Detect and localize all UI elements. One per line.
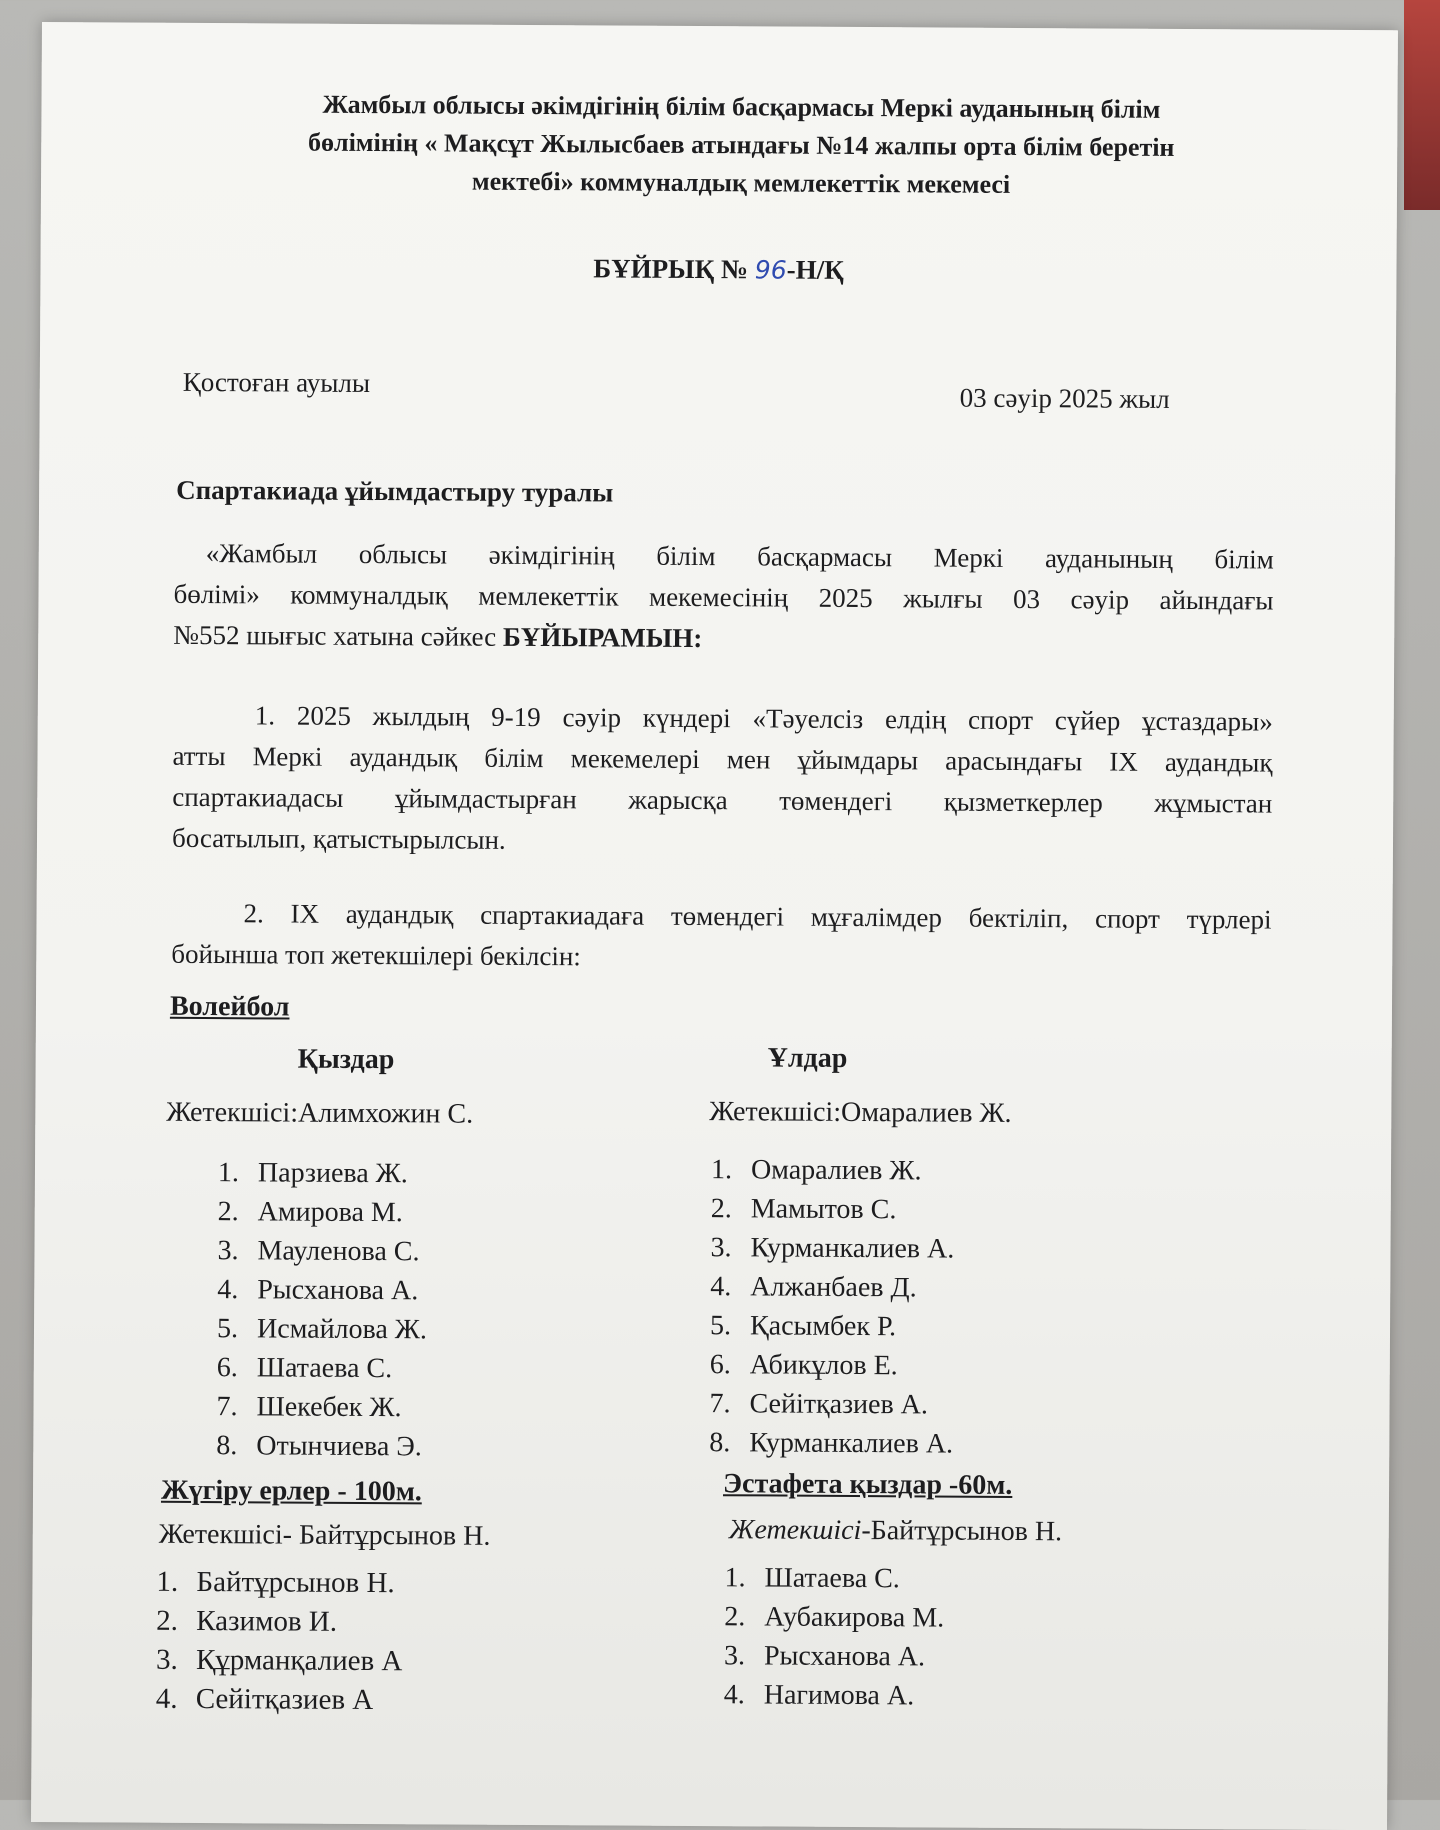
item-1-line-1: 1. 2025 жылдың 9-19 сәуір күндері «Тәуелсіз елдің спорт сүйер ұстаздары» — [254, 700, 1273, 737]
relay-leader — [729, 1514, 1062, 1548]
list-item — [709, 1423, 953, 1463]
list-item-number: 2. — [217, 1196, 239, 1228]
list-item — [724, 1636, 944, 1676]
boys-team-list — [709, 1150, 955, 1463]
list-item-number: 4. — [217, 1274, 239, 1306]
document-header — [191, 85, 1292, 206]
list-item — [724, 1675, 944, 1715]
list-item-name: Омаралиев Ж. — [750, 1154, 922, 1187]
list-item-name: Мауленова С. — [257, 1235, 420, 1268]
relay-team-list — [724, 1558, 945, 1715]
list-item-name: Рысханова А. — [763, 1640, 926, 1673]
list-item — [710, 1228, 954, 1268]
list-item-number: 4. — [710, 1271, 732, 1303]
girls-leader: Жетекшісі:Алимхожин С. — [166, 1096, 474, 1130]
boys-leader: Жетекшісі:Омаралиев Ж. — [709, 1096, 1012, 1129]
list-item-name: Мамытов С. — [750, 1193, 897, 1226]
list-item-name: Аубакирова М. — [764, 1601, 945, 1634]
list-item — [710, 1345, 954, 1385]
list-item-name: Сейітқазиев А — [195, 1682, 374, 1717]
list-item-number: 1. — [217, 1157, 240, 1189]
list-item-name: Нагимова А. — [763, 1679, 915, 1712]
list-item-number: 2. — [156, 1604, 179, 1637]
list-item-number: 8. — [216, 1430, 238, 1462]
boys-heading: Ұлдар — [767, 1042, 848, 1074]
order-number-handwritten: 96 — [754, 255, 787, 285]
list-item — [217, 1270, 427, 1310]
preamble-line-1: «Жамбыл облысы әкімдігінің білім басқармасы Меркі ауданының білім — [205, 538, 1274, 575]
list-item — [709, 1384, 953, 1424]
list-item-number: 5. — [709, 1310, 732, 1342]
list-item-number: 8. — [709, 1427, 731, 1459]
list-item-name: Рысханова А. — [257, 1274, 419, 1307]
list-item-number: 6. — [216, 1352, 238, 1384]
item-1-line-2: атты Меркі аудандық білім мекемелері мен ұйымдары арасындағы IX аудандық — [172, 740, 1273, 778]
item-2-paragraph — [171, 893, 1271, 982]
list-item — [711, 1150, 955, 1190]
order-suffix: -Н/Қ — [786, 254, 844, 285]
list-item-number: 1. — [156, 1565, 179, 1598]
list-item-name: Шекебек Ж. — [256, 1391, 402, 1424]
date: 03 сәуір 2025 жыл — [959, 382, 1170, 414]
relay-leader-label: Жетекшісі — [728, 1514, 862, 1547]
list-item — [217, 1348, 427, 1388]
list-item-number: 3. — [723, 1640, 746, 1672]
preamble-line-3 — [173, 615, 1273, 663]
header-line-3: мектебі» коммуналдық мемлекеттік мекемесі — [471, 166, 1011, 199]
list-item — [724, 1597, 944, 1637]
running-heading: Жүгіру ерлер - 100м. — [160, 1474, 422, 1508]
item-1-paragraph — [172, 695, 1273, 866]
list-item-name: Шатаева С. — [764, 1562, 900, 1595]
subject-heading: Спартакиада ұйымдастыру туралы — [176, 474, 614, 508]
list-item-name: Казимов И. — [196, 1604, 338, 1638]
list-item-name: Амирова М. — [257, 1196, 403, 1229]
place: Қостоған ауылы — [182, 366, 371, 399]
list-item-number: 3. — [217, 1235, 239, 1267]
relay-leader-name: -Байтұрсынов Н. — [861, 1515, 1063, 1548]
item-2-line-1: 2. IX аудандық спартакиадаға төмендегі мұғалімдер бектіліп, спорт түрлері — [243, 898, 1272, 935]
header-line-1: Жамбыл облысы әкімдігінің білім басқармасы Меркі ауданының білім — [322, 89, 1161, 124]
document-page — [31, 22, 1398, 1830]
header-line-2: бөлімінің « Мақсұт Жылысбаев атындағы №14 жалпы орта білім беретін — [307, 127, 1175, 162]
item-1-line-4: босатылып, қатыстырылсын. — [171, 822, 506, 855]
list-item-name: Отынчиева Э. — [256, 1430, 422, 1463]
list-item — [156, 1602, 403, 1643]
list-item — [218, 1153, 428, 1193]
preamble-text: №552 шығыс хатына сәйкес — [173, 619, 504, 652]
list-item-name: Курманкалиев А. — [749, 1427, 954, 1460]
list-item-number: 7. — [709, 1388, 731, 1420]
list-item-number: 2. — [710, 1193, 732, 1225]
list-item — [217, 1309, 427, 1349]
list-item-name: Байтұрсынов Н. — [196, 1565, 395, 1600]
volleyball-heading: Волейбол — [169, 990, 290, 1023]
list-item-name: Қасымбек Р. — [749, 1310, 897, 1343]
running-leader: Жетекшісі- Байтұрсынов Н. — [158, 1518, 491, 1552]
list-item-number: 2. — [724, 1601, 746, 1633]
girls-team-list — [216, 1153, 428, 1466]
list-item — [724, 1558, 944, 1598]
girls-heading: Қыздар — [297, 1043, 395, 1076]
list-item — [156, 1680, 403, 1721]
list-item — [156, 1641, 403, 1682]
list-item-name: Шатаева С. — [256, 1352, 393, 1385]
order-prefix: БҰЙРЫҚ № — [593, 253, 749, 285]
preamble-paragraph — [173, 533, 1274, 663]
order-title — [40, 250, 1396, 289]
list-item — [218, 1192, 428, 1232]
list-item — [711, 1189, 955, 1229]
list-item-name: Абикұлов Е. — [749, 1349, 898, 1382]
list-item-number: 7. — [216, 1391, 238, 1423]
list-item — [710, 1306, 954, 1346]
order-keyword: БҰЙЫРАМЫН: — [502, 621, 703, 654]
list-item-number: 1. — [710, 1154, 733, 1186]
list-item-name: Сейітқазиев А. — [749, 1388, 929, 1421]
list-item-number: 5. — [216, 1313, 239, 1345]
list-item — [216, 1387, 426, 1427]
desk-edge — [1404, 0, 1440, 210]
list-item-number: 4. — [155, 1682, 178, 1715]
list-item-number: 4. — [723, 1679, 745, 1711]
preamble-line-2: бөлімі» коммуналдық мемлекеттік мекемесінің 2025 жылғы 03 сәуір айындағы — [173, 578, 1274, 616]
list-item — [710, 1267, 954, 1307]
list-item-number: 3. — [155, 1643, 178, 1676]
list-item-name: Исмайлова Ж. — [256, 1313, 428, 1346]
list-item-name: Алжанбаев Д. — [750, 1271, 917, 1304]
relay-heading: Эстафета қыздар -60м. — [722, 1468, 1013, 1501]
list-item — [156, 1563, 403, 1604]
item-1-line-3: спартакиадасы ұйымдастырған жарысқа төмендегі қызметкерлер жұмыстан — [172, 781, 1273, 819]
list-item — [216, 1426, 426, 1466]
list-item-name: Құрманқалиев А — [195, 1643, 403, 1678]
list-item-name: Курманкалиев А. — [750, 1232, 955, 1265]
list-item-number: 3. — [710, 1232, 732, 1264]
running-team-list — [156, 1563, 403, 1721]
list-item — [217, 1231, 427, 1271]
item-2-line-2: бойынша топ жетекшілері бекілсін: — [171, 938, 581, 972]
list-item-number: 1. — [724, 1562, 746, 1594]
list-item-number: 6. — [709, 1349, 731, 1381]
list-item-name: Парзиева Ж. — [257, 1157, 408, 1190]
